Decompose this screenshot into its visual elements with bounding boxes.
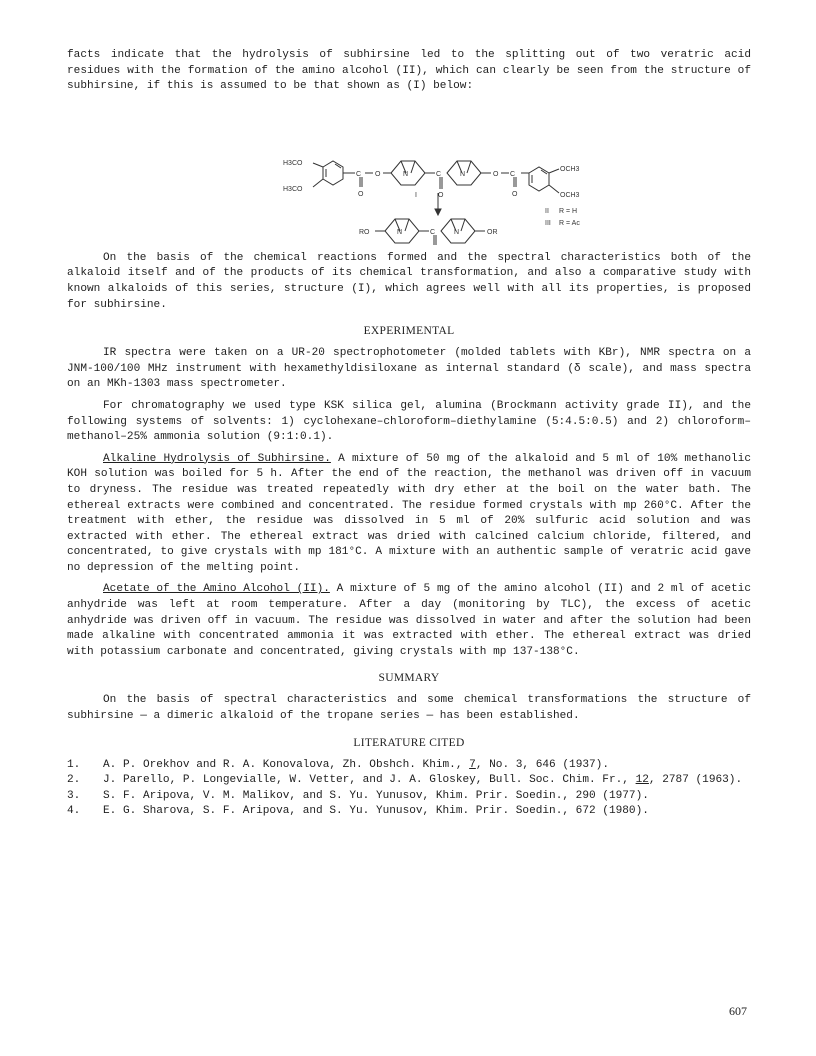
right-nitrogen: N [460,170,466,178]
left-methoxy-1: H3CO [283,159,303,167]
acetate-title: Acetate of the Amino Alcohol (II). [103,583,330,596]
lower-carbonyl-c: C [430,228,436,236]
right-methoxy-1: OCH3 [560,165,580,173]
right-carbonyl-c: C [510,170,516,178]
basis-paragraph: On the basis of the chemical reactions formed and the spectral characteristics both of the alkaloid itself and of the products of its chemical transformation, and also a comparative study with known alkaloids of this series, structure (I), which agrees well with all its properties, is proposed for subhirsine. [67,251,751,311]
reference-item [67,804,751,820]
structure-diagram [263,97,623,247]
left-methoxy-2: H3CO [283,185,303,193]
ro-group: RO [359,228,370,236]
hydrolysis-text: A mixture of 50 mg of the alkaloid and 5 ml of 10% methanolic KOH solution was boiled for 5 h. After the end of the reaction, the methanol was driven off in vacuum to dryness. The residue was treated repeatedly with dry ether at the boil on the water bath. The ethereal extracts were combined and concentrated. The residue formed crystals with mp 260°C. After the treatment with ether, the residue was dissolved in 5 ml of 20% sulfuric acid solution and was extracted with ether. The ethereal extract was dried with calcined calcium chloride, filtered, and concentrated, to give crystals with mp 181°C. A mixture with an authentic sample of veratric acid gave no depression of the melting point. [67,452,751,574]
left-nitrogen: N [403,170,409,178]
right-ester-o: O [493,170,499,178]
reference-authors: E. G. Sharova, S. F. Aripova, and S. Yu. Yunusov, Khim. Prir. Soedin., 672 (1980). [103,805,649,818]
label-II-definition: R = H [559,207,578,215]
left-ester-o: O [375,170,381,178]
reference-authors: A. P. Orekhov and R. A. Konovalova, Zh. Obshch. Khim., [103,758,470,771]
hydrolysis-title: Alkaline Hydrolysis of Subhirsine. [103,452,331,465]
summary-paragraph: On the basis of spectral characteristics and some chemical transformations the structure of subhirsine — a dimeric alkaloid of the tropane series — has been established. [67,694,751,723]
experimental-heading: EXPERIMENTAL [363,325,455,338]
center-carbonyl-c: C [436,170,442,178]
intro-paragraph: facts indicate that the hydrolysis of subhirsine led to the splitting out of two veratric acid residues with the formation of the amino alcohol (II), which can clearly be seen from the structure of subhirsine, if this is assumed to be that shown as (I) below: [67,49,751,93]
reference-authors: S. F. Aripova, V. M. Malikov, and S. Yu. Yunusov, Khim. Prir. Soedin., 290 (1977). [103,789,649,802]
reference-number: 2. [67,774,81,787]
reference-volume: 12 [635,774,649,787]
reference-tail: , No. 3, 646 (1937). [475,758,609,771]
or-group: OR [487,228,498,236]
literature-heading: LITERATURE CITED [353,736,465,749]
reference-tail: , 2787 (1963). [648,774,743,787]
reference-list [67,758,751,820]
reference-volume: 7 [469,758,476,771]
reference-text [103,773,751,789]
center-carbonyl-o: O [438,191,444,199]
page-number: 607 [729,1004,747,1018]
lower-right-nitrogen: N [454,228,460,236]
reference-item [67,789,751,805]
reference-item [67,758,751,774]
acetate-text: A mixture of 5 mg of the amino alcohol (II) and 2 ml of acetic anhydride was left at room temperature. After a day (monitoring by TLC), the excess of acetic anhydride was driven off in vacuum. The residue was dissolved in water and after the solution had been made alkaline with concentrated ammonia it was extracted with ether. The ethereal extract was dried with potassium carbonate and concentrated, giving crystals with mp 137-138°C. [67,583,751,658]
label-III-definition: R = Ac [559,219,580,227]
label-III: III [545,219,551,227]
left-carbonyl-o: O [358,190,364,198]
left-carbonyl-c: C [356,170,362,178]
acetate-paragraph [67,582,751,660]
reference-number: 4. [67,805,81,818]
summary-heading: SUMMARY [378,672,440,685]
reference-text [103,804,751,820]
lower-left-nitrogen: N [397,228,403,236]
label-II: II [545,207,549,215]
reference-text [103,789,751,805]
reference-text [103,758,751,774]
hydrolysis-paragraph [67,452,751,577]
chromatography-paragraph: For chromatography we used type KSK silica gel, alumina (Brockmann activity grade II), and the following systems of solvents: 1) cyclohexane–chloroform–diethylamine (5:4.5:0.5) and 2) chloroform–methanol–25% ammonia solution (9:1:0.1). [67,399,751,444]
reference-authors: J. Parello, P. Longevialle, W. Vetter, and J. A. Gloskey, Bull. Soc. Chim. Fr., [103,774,636,787]
instruments-paragraph: IR spectra were taken on a UR-20 spectrophotometer (molded tablets with KBr), NMR spectra on a JNM-100/100 MHz instrument with hexamethyldisiloxane as internal standard (δ scale), and mass spectra on an MKh-1303 mass spectrometer. [67,347,751,391]
right-carbonyl-o: O [512,190,518,198]
article-page [67,48,751,820]
reference-number: 1. [67,758,81,771]
reference-number: 3. [67,789,81,802]
reference-item [67,773,751,789]
label-I: I [415,191,417,199]
chemical-structure [67,97,751,251]
right-methoxy-2: OCH3 [560,191,580,199]
